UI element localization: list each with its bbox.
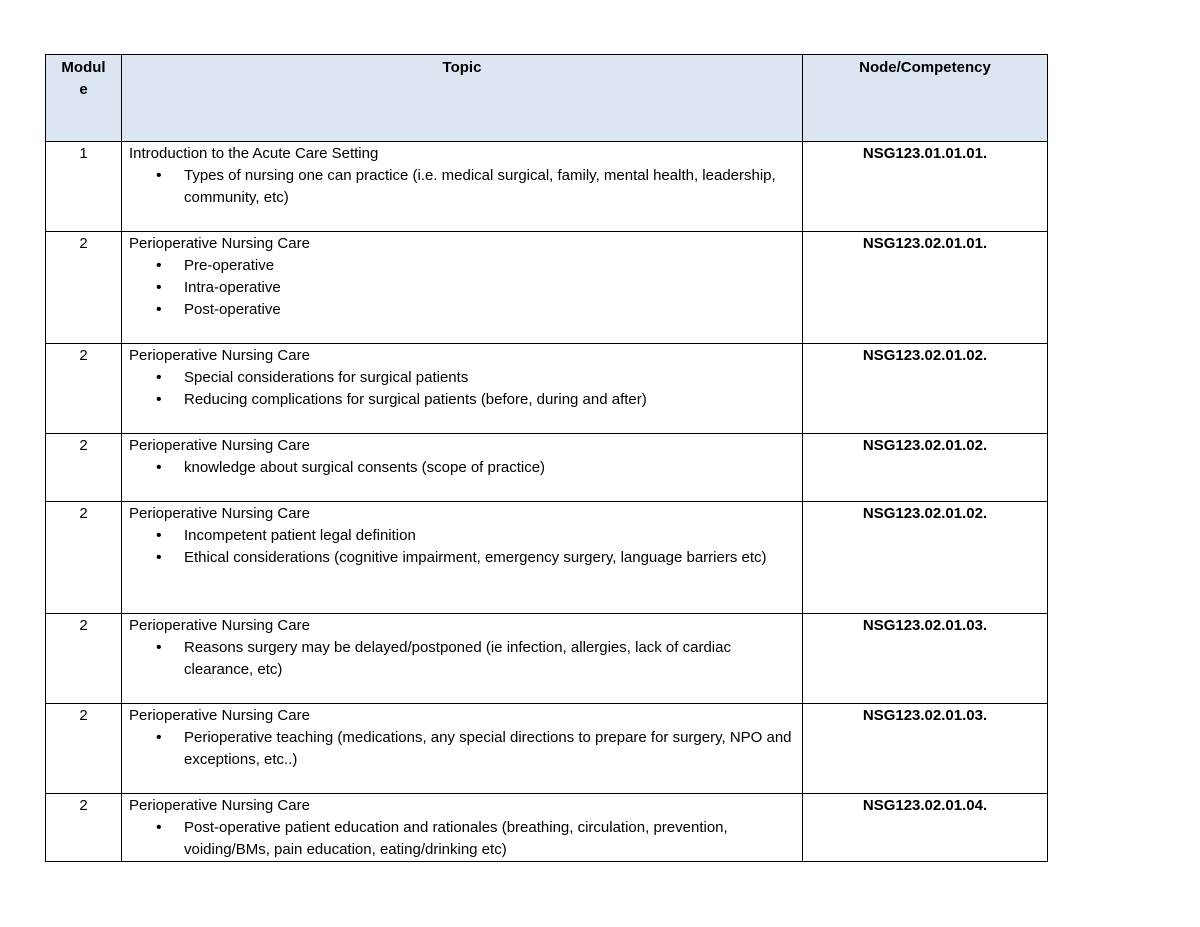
topic-cell xyxy=(122,502,803,614)
module-cell: 2 xyxy=(46,344,122,434)
topic-cell xyxy=(122,344,803,434)
topic-title: Perioperative Nursing Care xyxy=(129,707,310,724)
node-competency-cell: NSG123.02.01.04. xyxy=(803,794,1048,862)
module-cell: 2 xyxy=(46,704,122,794)
table-body xyxy=(46,142,1048,862)
topic-bullet-list xyxy=(129,727,795,771)
topic-bullet-item: • Ethical considerations (cognitive impairment, emergency surgery, language barriers etc) xyxy=(129,547,795,569)
node-competency-cell: NSG123.02.01.02. xyxy=(803,502,1048,614)
topic-cell xyxy=(122,232,803,344)
topic-cell xyxy=(122,704,803,794)
topic-bullet-list xyxy=(129,367,795,411)
table-row xyxy=(46,614,1048,704)
node-competency-cell: NSG123.01.01.01. xyxy=(803,142,1048,232)
node-competency-cell: NSG123.02.01.02. xyxy=(803,434,1048,502)
topic-bullet-item: • knowledge about surgical consents (scope of practice) xyxy=(129,457,795,479)
module-cell: 2 xyxy=(46,434,122,502)
topic-bullet-item: • Reducing complications for surgical patients (before, during and after) xyxy=(129,389,795,411)
topic-bullet-item: • Pre-operative xyxy=(129,255,795,277)
topic-bullet-list xyxy=(129,255,795,321)
module-cell: 2 xyxy=(46,794,122,862)
topic-title: Perioperative Nursing Care xyxy=(129,347,310,364)
topic-cell xyxy=(122,614,803,704)
topic-title: Perioperative Nursing Care xyxy=(129,797,310,814)
topic-bullet-list xyxy=(129,817,795,861)
table-row xyxy=(46,434,1048,502)
table-row xyxy=(46,704,1048,794)
module-cell: 2 xyxy=(46,614,122,704)
table-row xyxy=(46,344,1048,434)
node-competency-cell: NSG123.02.01.01. xyxy=(803,232,1048,344)
table-row xyxy=(46,502,1048,614)
topic-bullet-item: • Special considerations for surgical patients xyxy=(129,367,795,389)
topic-bullet-item: • Perioperative teaching (medications, any special directions to prepare for surgery, NPO and exceptions, etc..) xyxy=(129,727,795,771)
table-row xyxy=(46,142,1048,232)
header-topic: Topic xyxy=(122,55,803,142)
node-competency-cell: NSG123.02.01.02. xyxy=(803,344,1048,434)
topic-bullet-list xyxy=(129,457,795,479)
topic-title: Perioperative Nursing Care xyxy=(129,437,310,454)
topic-title: Perioperative Nursing Care xyxy=(129,505,310,522)
module-cell: 2 xyxy=(46,502,122,614)
header-module: Modul e xyxy=(46,55,122,142)
topic-bullet-list xyxy=(129,637,795,681)
topic-bullet-item: • Reasons surgery may be delayed/postponed (ie infection, allergies, lack of cardiac clearance, etc) xyxy=(129,637,795,681)
table-row xyxy=(46,794,1048,862)
topic-title: Perioperative Nursing Care xyxy=(129,617,310,634)
header-row xyxy=(46,55,1048,142)
node-competency-cell: NSG123.02.01.03. xyxy=(803,704,1048,794)
node-competency-cell: NSG123.02.01.03. xyxy=(803,614,1048,704)
topic-cell xyxy=(122,794,803,862)
topic-bullet-item: • Types of nursing one can practice (i.e. medical surgical, family, mental health, leadership, community, etc) xyxy=(129,165,795,209)
topic-title: Perioperative Nursing Care xyxy=(129,235,310,252)
topic-bullet-item: • Post-operative xyxy=(129,299,795,321)
topic-cell xyxy=(122,142,803,232)
table-row xyxy=(46,232,1048,344)
module-cell: 2 xyxy=(46,232,122,344)
topic-title: Introduction to the Acute Care Setting xyxy=(129,145,379,162)
topic-bullet-item: • Intra-operative xyxy=(129,277,795,299)
topic-bullet-list xyxy=(129,525,795,569)
topic-bullet-item: • Post-operative patient education and rationales (breathing, circulation, prevention, voiding/BMs, pain education, eating/drinking etc) xyxy=(129,817,795,861)
topic-cell xyxy=(122,434,803,502)
topic-bullet-item: • Incompetent patient legal definition xyxy=(129,525,795,547)
topic-bullet-list xyxy=(129,165,795,209)
curriculum-table xyxy=(45,54,1048,862)
module-cell: 1 xyxy=(46,142,122,232)
header-node-competency: Node/Competency xyxy=(803,55,1048,142)
